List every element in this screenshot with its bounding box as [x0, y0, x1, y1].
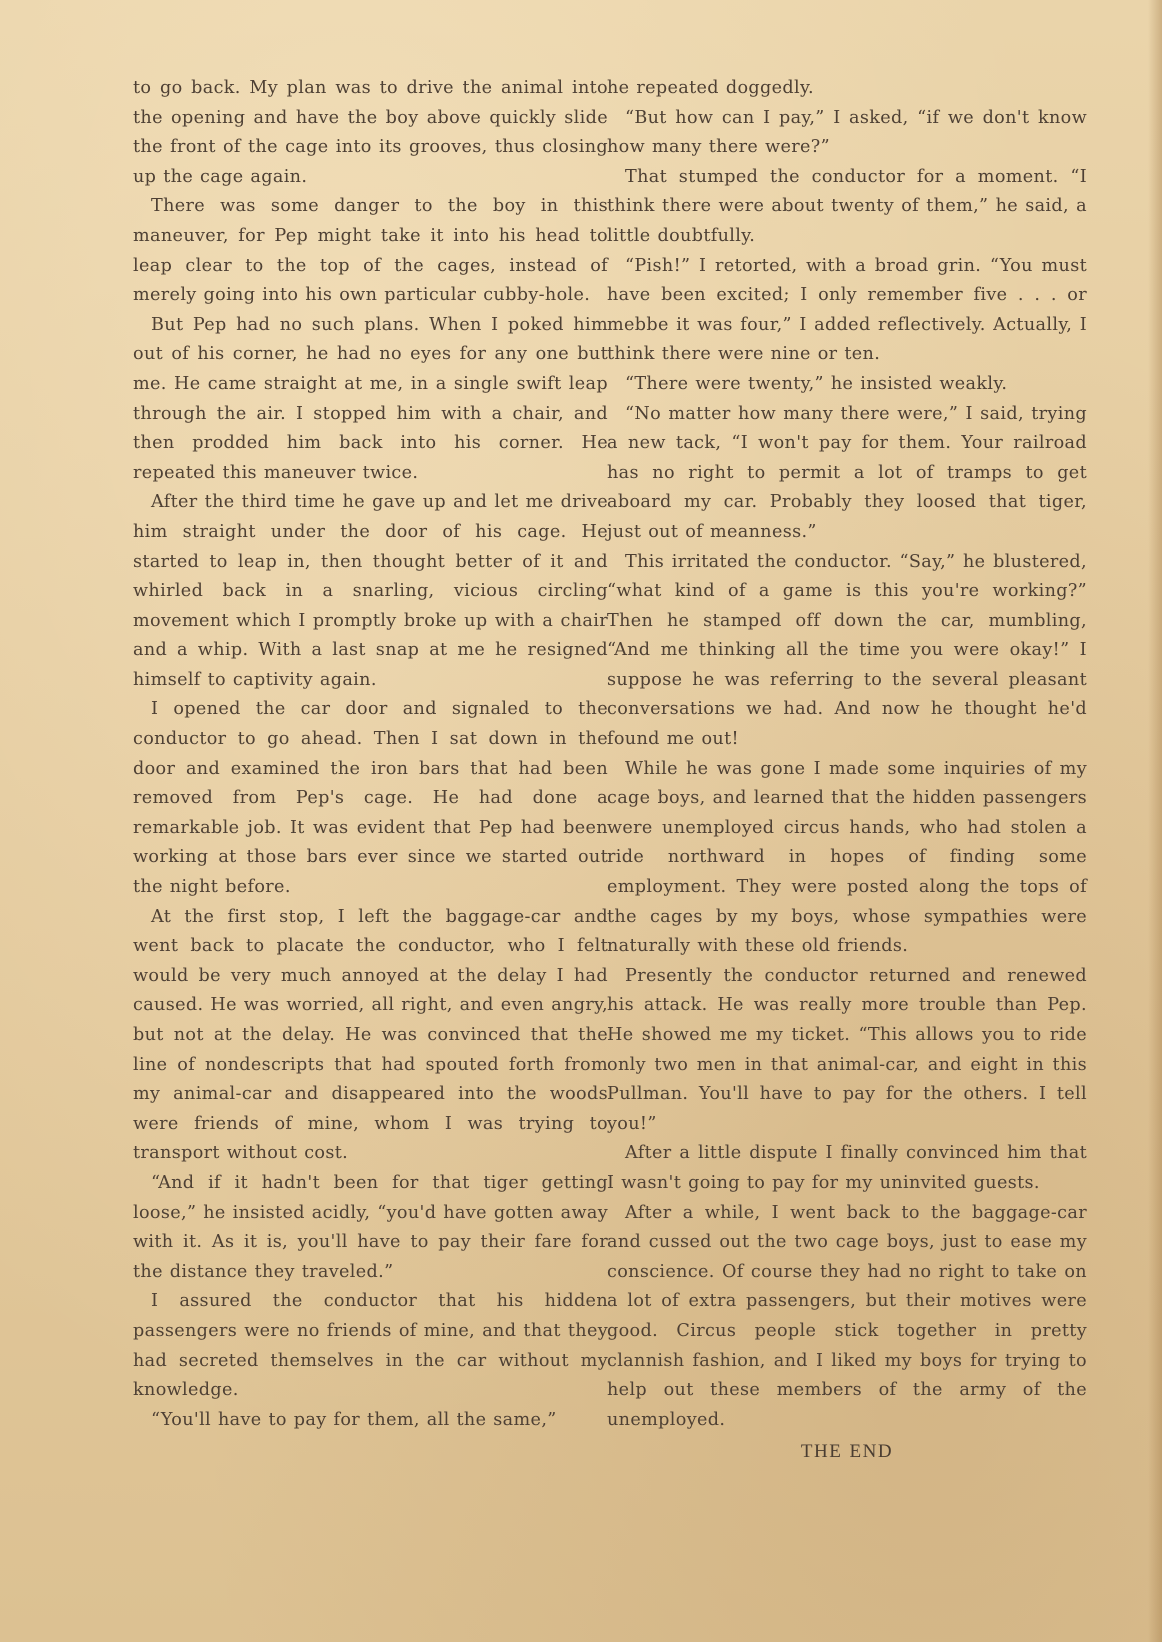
paragraph: After the third time he gave up and let me drive him straight under the door of his cage. He started to leap in, then thought better of it and whirled back in a snarling, vicious circling movement which I promptly broke up with a chair and a whip. With a last snap at me he resigned himself to captivity again.	[133, 492, 608, 690]
paragraph: Presently the conductor returned and renewed his attack. He was really more trouble than Pep. He showed me my ticket. “This allows you to ride only two men in that animal-car, and eight in this Pullman. You'll have to pay for the others. I tell you!”	[607, 965, 1087, 1134]
paragraph: “There were twenty,” he insisted weakly.	[625, 373, 1008, 394]
paragraph: At the first stop, I left the baggage-car and went back to placate the conductor, who I felt would be very much annoyed at the delay I had caused. He was worried, all right, and even angry, but not at the delay. He was convinced that the line of nondescripts that had spouted forth from my animal-car and disappeared into the woods were friends of mine, whom I was trying to transport without cost.	[133, 906, 608, 1164]
page-edge-shadow	[1148, 0, 1162, 1642]
left-text-column	[133, 74, 608, 1435]
paragraph: After a while, I went back to the baggage-car and cussed out the two cage boys, just to ease my conscience. Of course they had no right to take on a lot of extra passengers, but their motives were good. Circus people stick together in pretty clannish fashion, and I liked my boys for trying to help out these members of the army of the unemployed.	[607, 1202, 1087, 1430]
paragraph: “No matter how many there were,” I said, trying a new tack, “I won't pay for them. Your railroad has no right to permit a lot of tramps to get aboard my car. Probably they loosed that tiger, just out of meanness.”	[607, 403, 1087, 542]
paragraph: “And if it hadn't been for that tiger getting loose,” he insisted acidly, “you'd have gotten away with it. As it is, you'll have to pay their fare for the distance they traveled.”	[133, 1172, 608, 1282]
paragraph: “You'll have to pay for them, all the same,”	[151, 1409, 557, 1430]
paragraph: While he was gone I made some inquiries of my cage boys, and learned that the hidden passengers were unemployed circus hands, who had stolen a ride northward in hopes of finding some employment. They were posted along the tops of the cages by my boys, whose sympathies were naturally with these old friends.	[607, 758, 1087, 957]
paragraph: to go back. My plan was to drive the animal into the opening and have the boy above quickly slide the front of the cage into its grooves, thus closing up the cage again.	[133, 78, 608, 187]
paragraph: I assured the conductor that his hidden passengers were no friends of mine, and that they had secreted themselves in the car without my knowledge.	[133, 1291, 608, 1401]
paragraph: he repeated doggedly.	[607, 78, 814, 98]
paragraph: That stumped the conductor for a moment. “I think there were about twenty of them,” he said, a little doubtfully.	[607, 166, 1087, 246]
paragraph: But Pep had no such plans. When I poked him out of his corner, he had no eyes for any one but me. He came straight at me, in a single swift leap through the air. I stopped him with a chair, and then prodded him back into his corner. He repeated this maneuver twice.	[133, 314, 608, 483]
right-text-column	[607, 74, 1087, 1467]
paragraph: This irritated the conductor. “Say,” he blustered, “what kind of a game is this you're working?” Then he stamped off down the car, mumbling, “And me thinking all the time you were okay!” I suppose he was referring to the several pleasant conversations we had. And now he thought he'd found me out!	[607, 551, 1087, 750]
paragraph: “Pish!” I retorted, with a broad grin. “You must have been excited; I only remember five . . . or mebbe it was four,” I added reflectively. Actually, I think there were nine or ten.	[607, 255, 1087, 365]
paragraph: “But how can I pay,” I asked, “if we don't know how many there were?”	[607, 107, 1087, 158]
paragraph: I opened the car door and signaled to the conductor to go ahead. Then I sat down in the door and examined the iron bars that had been removed from Pep's cage. He had done a remarkable job. It was evident that Pep had been working at those bars ever since we started out the night before.	[133, 699, 608, 898]
paragraph: After a little dispute I finally convinced him that I wasn't going to pay for my uninvited guests.	[607, 1143, 1087, 1193]
paragraph: There was some danger to the boy in this maneuver, for Pep might take it into his head to leap clear to the top of the cages, instead of merely going into his own particular cubby-hole.	[133, 196, 608, 306]
end-marker: THE END	[800, 1441, 894, 1463]
